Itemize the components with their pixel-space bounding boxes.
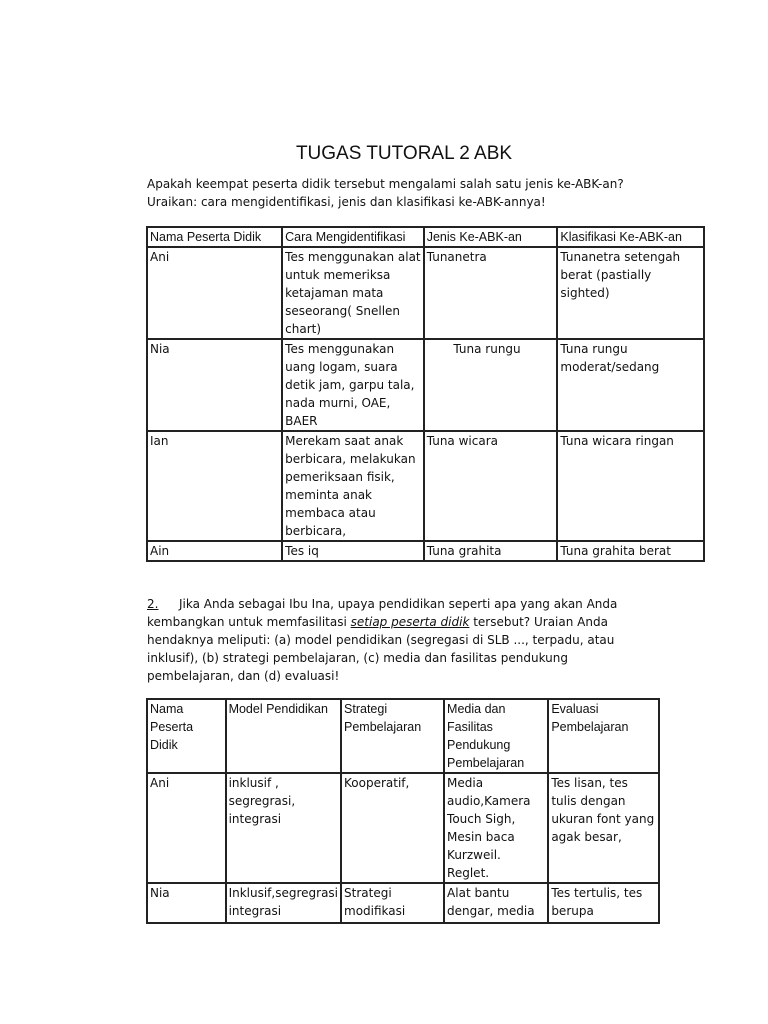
- table-cell: Nia: [147, 339, 282, 431]
- education-plan-table: [146, 698, 660, 924]
- table-cell: Tes menggunakan alat untuk memeriksa ketajaman mata seseorang( Snellen chart): [282, 247, 424, 339]
- table-cell: Ani: [147, 773, 226, 883]
- table-cell: inklusif , segregrasi, integrasi: [226, 773, 341, 883]
- table-cell: Ani: [147, 247, 282, 339]
- table-row: [147, 247, 704, 339]
- table-cell: Ian: [147, 431, 282, 541]
- table-header-cell: Media dan Fasilitas Pendukung Pembelajaran: [444, 699, 548, 773]
- table-cell: Ain: [147, 541, 282, 561]
- table-cell: Tes lisan, tes tulis dengan ukuran font yang agak besar,: [548, 773, 659, 883]
- table-cell: Tuna grahita: [424, 541, 558, 561]
- table-cell: Tuna rungu moderat/sedang: [557, 339, 704, 431]
- question-2-number: 2.: [147, 597, 159, 611]
- question-2-text-a: Jika Anda sebagai Ibu Ina, upaya pendidikan seperti apa yang akan Anda kembangkan untuk memfasilitasi: [147, 597, 618, 629]
- question-1-line-1: Apakah keempat peserta didik tersebut mengalami salah satu jenis ke-ABK-an?: [147, 177, 624, 191]
- identification-table: [146, 226, 705, 562]
- table-header-cell: Nama Peserta Didik: [147, 227, 282, 247]
- table-row: [147, 541, 704, 561]
- table-header-cell: Evaluasi Pembelajaran: [548, 699, 659, 773]
- table-cell: Alat bantu dengar, media: [444, 883, 548, 923]
- table-header-cell: Jenis Ke-ABK-an: [424, 227, 558, 247]
- table-header-cell: Model Pendidikan: [226, 699, 341, 773]
- table-cell: Tuna wicara ringan: [557, 431, 704, 541]
- table-cell: Kooperatif,: [341, 773, 444, 883]
- table-cell: Tes menggunakan uang logam, suara detik jam, garpu tala, nada murni, OAE, BAER: [282, 339, 424, 431]
- table-cell: Tuna wicara: [424, 431, 558, 541]
- table-cell: Tuna rungu: [424, 339, 558, 431]
- table-header-cell: Nama Peserta Didik: [147, 699, 226, 773]
- table-header-cell: Cara Mengidentifikasi: [282, 227, 424, 247]
- table-cell: Tunanetra: [424, 247, 558, 339]
- table-row: [147, 339, 704, 431]
- table-cell: Merekam saat anak berbicara, melakukan pemeriksaan fisik, meminta anak membaca atau berbicara,: [282, 431, 424, 541]
- table-header-row: [147, 699, 659, 773]
- table-row: [147, 883, 659, 923]
- table-cell: Nia: [147, 883, 226, 923]
- question-2-emphasis: setiap peserta didik: [350, 615, 470, 629]
- table-cell: Tes iq: [282, 541, 424, 561]
- table-cell: Strategi modifikasi: [341, 883, 444, 923]
- table-cell: Media audio,Kamera Touch Sigh, Mesin baca Kurzweil. Reglet.: [444, 773, 548, 883]
- question-1-line-2: Uraikan: cara mengidentifikasi, jenis dan klasifikasi ke-ABK-annya!: [147, 195, 546, 209]
- table-cell: Tes tertulis, tes berupa: [548, 883, 659, 923]
- table-header-row: [147, 227, 704, 247]
- table-cell: Inklusif,segregrasi integrasi: [226, 883, 341, 923]
- question-1-text: [147, 175, 627, 211]
- table-header-cell: Strategi Pembelajaran: [341, 699, 444, 773]
- table-row: [147, 431, 704, 541]
- document-title: TUGAS TUTORAL 2 ABK: [295, 143, 513, 164]
- table-header-cell: Klasifikasi Ke-ABK-an: [557, 227, 704, 247]
- question-2-text-b: tersebut? Uraian Anda hendaknya meliputi: (a) model pendidikan (segregasi di SLB ..., terpadu, atau inklusif), (b) strategi pembelajaran, (c) media dan fasilitas pendukung pembelajaran, dan (d) evaluasi!: [147, 615, 615, 683]
- table-row: [147, 773, 659, 883]
- table-cell: Tuna grahita berat: [557, 541, 704, 561]
- question-2-text: [147, 595, 632, 685]
- table-cell: Tunanetra setengah berat (pastially sighted): [557, 247, 704, 339]
